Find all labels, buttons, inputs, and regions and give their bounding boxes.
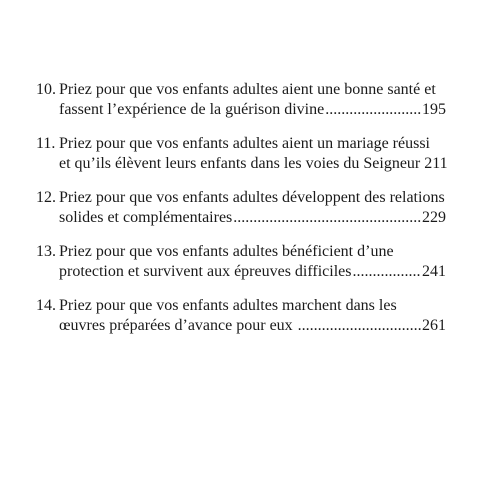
entry-page-number: 241 bbox=[422, 263, 446, 280]
entry-number: 12. bbox=[36, 189, 56, 206]
entry-title-line1: Priez pour que vos enfants adultes marchent dans les bbox=[59, 297, 397, 314]
entry-number: 10. bbox=[36, 81, 56, 98]
entry-number: 13. bbox=[36, 243, 56, 260]
entry-title-line2: et qu’ils élèvent leurs enfants dans les voies du Seigneur bbox=[59, 155, 421, 172]
entry-title-line1: Priez pour que vos enfants adultes développent des relations bbox=[59, 189, 445, 206]
toc-entry[interactable] bbox=[36, 296, 446, 336]
toc-entry[interactable] bbox=[36, 242, 446, 282]
entry-title-line2: protection et survivent aux épreuves difficiles bbox=[59, 263, 352, 280]
entry-page-number: 261 bbox=[422, 317, 446, 334]
entry-number: 14. bbox=[36, 297, 56, 314]
entry-page-number: 195 bbox=[422, 101, 446, 118]
entry-page-number: 211 bbox=[424, 155, 448, 172]
toc-entry[interactable] bbox=[36, 80, 446, 120]
entry-number: 11. bbox=[36, 135, 56, 152]
dot-leader bbox=[353, 262, 422, 282]
entry-page-number: 229 bbox=[422, 209, 446, 226]
dot-leader bbox=[325, 100, 421, 120]
entry-title-line2: fassent l’expérience de la guérison divine bbox=[59, 101, 325, 118]
toc-entry[interactable] bbox=[36, 188, 446, 228]
toc-entry[interactable] bbox=[36, 134, 446, 174]
entry-title-line2: solides et complémentaires bbox=[59, 209, 233, 226]
table-of-contents bbox=[36, 80, 446, 350]
entry-title-line1: Priez pour que vos enfants adultes aient une bonne santé et bbox=[59, 81, 436, 98]
entry-title-line1: Priez pour que vos enfants adultes aient un mariage réussi bbox=[59, 135, 430, 152]
dot-leader bbox=[233, 208, 421, 228]
entry-title-line2: œuvres préparées d’avance pour eux bbox=[59, 317, 297, 334]
dot-leader bbox=[298, 316, 421, 336]
entry-title-line1: Priez pour que vos enfants adultes bénéficient d’une bbox=[59, 243, 394, 260]
